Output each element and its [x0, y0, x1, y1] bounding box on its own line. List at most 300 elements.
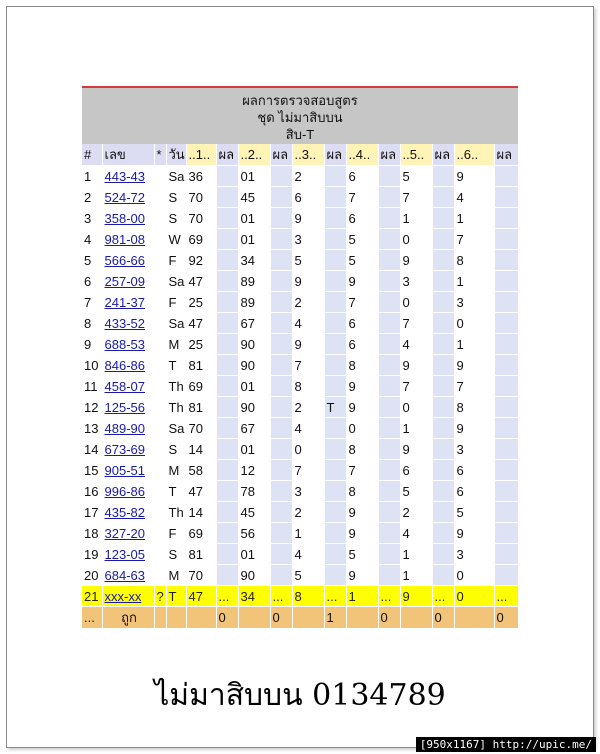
result-cell: [324, 439, 346, 460]
result-cell: [494, 460, 518, 481]
result-cell: [324, 502, 346, 523]
result-cell: [494, 271, 518, 292]
day-cell: W: [166, 229, 186, 250]
value-cell: 47: [186, 481, 216, 502]
table-row: [82, 565, 518, 586]
number-link[interactable]: 996-86: [104, 483, 145, 499]
day-cell: Sa: [166, 166, 186, 187]
number-link[interactable]: 443-43: [104, 168, 145, 184]
star-cell: [154, 544, 166, 565]
value-cell: 1: [400, 208, 432, 229]
number-link[interactable]: 566-66: [104, 252, 145, 268]
number-link[interactable]: 241-37: [104, 294, 145, 310]
result-cell: [432, 271, 454, 292]
result-cell: [216, 313, 238, 334]
value-cell: 3: [400, 271, 432, 292]
value-cell: 7: [346, 187, 378, 208]
value-cell: [346, 607, 378, 629]
value-cell: 1: [454, 334, 494, 355]
number-cell: [102, 439, 154, 460]
value-cell: 69: [186, 523, 216, 544]
value-cell: 47: [186, 313, 216, 334]
value-cell: 92: [186, 250, 216, 271]
number-link[interactable]: 125-56: [104, 399, 145, 415]
number-link[interactable]: 358-00: [104, 210, 145, 226]
value-cell: 45: [238, 187, 270, 208]
star-cell: [154, 271, 166, 292]
result-cell: [378, 376, 400, 397]
title-line-1: ผลการตรวจสอบสูตร: [242, 93, 358, 108]
result-cell: [432, 208, 454, 229]
value-cell: 4: [400, 523, 432, 544]
result-cell: [324, 565, 346, 586]
result-cell: [378, 271, 400, 292]
star-cell: [154, 208, 166, 229]
result-cell: [432, 481, 454, 502]
row-number: 20: [82, 565, 102, 586]
day-cell: Sa: [166, 313, 186, 334]
result-cell: [494, 376, 518, 397]
row-number: 11: [82, 376, 102, 397]
day-cell: Sa: [166, 271, 186, 292]
value-cell: 5: [292, 565, 324, 586]
value-cell: 9: [292, 334, 324, 355]
result-cell: ...: [494, 586, 518, 607]
results-table: [82, 144, 519, 629]
number-link[interactable]: 981-08: [104, 231, 145, 247]
number-cell: [102, 565, 154, 586]
table-row: [82, 334, 518, 355]
result-cell: [378, 502, 400, 523]
value-cell: 7: [346, 292, 378, 313]
number-link[interactable]: 435-82: [104, 504, 145, 520]
star-cell: [154, 418, 166, 439]
value-cell: 89: [238, 271, 270, 292]
table-row: [82, 271, 518, 292]
number-link[interactable]: 257-09: [104, 273, 145, 289]
value-cell: 8: [292, 586, 324, 607]
number-link[interactable]: 489-90: [104, 420, 145, 436]
row-number: 8: [82, 313, 102, 334]
result-cell: [216, 355, 238, 376]
row-number: 21: [82, 586, 102, 607]
value-cell: [238, 607, 270, 629]
result-cell: [216, 481, 238, 502]
value-cell: 01: [238, 439, 270, 460]
day-cell: S: [166, 187, 186, 208]
value-cell: 0: [454, 313, 494, 334]
day-cell: [166, 607, 186, 629]
value-cell: 9: [400, 586, 432, 607]
value-cell: 1: [346, 586, 378, 607]
header-cell: *: [154, 144, 166, 166]
row-number: 13: [82, 418, 102, 439]
result-cell: 0: [432, 607, 454, 629]
value-cell: 14: [186, 439, 216, 460]
row-number: 3: [82, 208, 102, 229]
number-cell: [102, 523, 154, 544]
result-cell: [216, 229, 238, 250]
row-number: 2: [82, 187, 102, 208]
result-cell: [216, 544, 238, 565]
value-cell: 45: [238, 502, 270, 523]
result-cell: [324, 481, 346, 502]
header-cell: เลข: [102, 144, 154, 166]
result-cell: [378, 544, 400, 565]
result-cell: [494, 187, 518, 208]
value-cell: 2: [400, 502, 432, 523]
day-cell: Th: [166, 397, 186, 418]
star-cell: [154, 187, 166, 208]
star-cell: [154, 229, 166, 250]
number-cell: [102, 250, 154, 271]
value-cell: 4: [400, 334, 432, 355]
row-number: 17: [82, 502, 102, 523]
result-cell: [324, 313, 346, 334]
result-cell: [324, 250, 346, 271]
number-link[interactable]: 433-52: [104, 315, 145, 331]
value-cell: 67: [238, 418, 270, 439]
row-number: 15: [82, 460, 102, 481]
row-number: 18: [82, 523, 102, 544]
result-cell: [216, 565, 238, 586]
table-row: [82, 418, 518, 439]
result-cell: [494, 355, 518, 376]
value-cell: 34: [238, 250, 270, 271]
result-cell: [270, 502, 292, 523]
result-cell: [324, 355, 346, 376]
result-cell: [216, 334, 238, 355]
value-cell: 1: [454, 271, 494, 292]
result-cell: [432, 544, 454, 565]
header-cell: ..5..: [400, 144, 432, 166]
result-cell: [324, 418, 346, 439]
result-cell: ...: [270, 586, 292, 607]
row-number: 16: [82, 481, 102, 502]
number-link[interactable]: 458-07: [104, 378, 145, 394]
value-cell: 9: [454, 166, 494, 187]
number-link[interactable]: 688-53: [104, 336, 145, 352]
value-cell: 90: [238, 397, 270, 418]
value-cell: 25: [186, 292, 216, 313]
value-cell: [454, 607, 494, 629]
star-cell: [154, 481, 166, 502]
value-cell: 9: [346, 502, 378, 523]
star-cell: [154, 439, 166, 460]
result-cell: [270, 334, 292, 355]
result-cell: [270, 271, 292, 292]
star-cell: [154, 313, 166, 334]
result-cell: 0: [494, 607, 518, 629]
value-cell: 90: [238, 334, 270, 355]
value-cell: 7: [454, 229, 494, 250]
value-cell: 2: [292, 166, 324, 187]
number-cell: [102, 271, 154, 292]
header-row: [82, 144, 518, 166]
day-cell: T: [166, 355, 186, 376]
value-cell: 8: [454, 397, 494, 418]
result-cell: [378, 250, 400, 271]
result-cell: [216, 166, 238, 187]
result-cell: [270, 481, 292, 502]
result-cell: 1: [324, 607, 346, 629]
result-cell: [378, 166, 400, 187]
result-cell: [324, 208, 346, 229]
result-cell: [378, 565, 400, 586]
row-number: ...: [82, 607, 102, 629]
result-cell: 0: [216, 607, 238, 629]
result-cell: [216, 250, 238, 271]
row-number: 19: [82, 544, 102, 565]
result-cell: [270, 523, 292, 544]
result-cell: [270, 376, 292, 397]
value-cell: 9: [346, 397, 378, 418]
result-cell: [378, 229, 400, 250]
result-cell: [432, 502, 454, 523]
result-cell: 0: [270, 607, 292, 629]
header-cell: ..3..: [292, 144, 324, 166]
number-cell: [102, 460, 154, 481]
result-cell: [216, 271, 238, 292]
value-cell: 5: [400, 166, 432, 187]
header-cell: วัน: [166, 144, 186, 166]
star-cell: [154, 397, 166, 418]
star-cell: ?: [154, 586, 166, 607]
header-cell: ผล: [432, 144, 454, 166]
result-cell: [432, 418, 454, 439]
value-cell: 9: [400, 355, 432, 376]
value-cell: 36: [186, 166, 216, 187]
value-cell: 58: [186, 460, 216, 481]
result-cell: [432, 397, 454, 418]
value-cell: 0: [454, 565, 494, 586]
result-cell: [432, 292, 454, 313]
table-row: [82, 397, 518, 418]
value-cell: 6: [454, 481, 494, 502]
value-cell: 6: [346, 334, 378, 355]
result-cell: [378, 334, 400, 355]
value-cell: 81: [186, 397, 216, 418]
value-cell: 8: [346, 439, 378, 460]
value-cell: 3: [454, 439, 494, 460]
value-cell: 7: [292, 355, 324, 376]
table-row: [82, 292, 518, 313]
number-link[interactable]: 524-72: [104, 189, 145, 205]
value-cell: 3: [454, 292, 494, 313]
result-cell: [216, 460, 238, 481]
result-cell: [432, 313, 454, 334]
result-cell: [216, 418, 238, 439]
result-cell: [216, 208, 238, 229]
value-cell: 2: [292, 397, 324, 418]
number-link[interactable]: 123-05: [104, 546, 145, 562]
value-cell: 0: [292, 439, 324, 460]
result-cell: [378, 187, 400, 208]
result-cell: [432, 166, 454, 187]
number-cell: [102, 292, 154, 313]
day-cell: S: [166, 208, 186, 229]
result-cell: [270, 292, 292, 313]
table-row: [82, 544, 518, 565]
result-cell: [432, 229, 454, 250]
number-link[interactable]: 673-69: [104, 441, 145, 457]
value-cell: 4: [292, 313, 324, 334]
number-cell: [102, 586, 154, 607]
value-cell: 89: [238, 292, 270, 313]
value-cell: 9: [346, 523, 378, 544]
header-cell: ผล: [270, 144, 292, 166]
number-cell: [102, 502, 154, 523]
result-cell: [378, 292, 400, 313]
result-cell: ...: [432, 586, 454, 607]
value-cell: 56: [238, 523, 270, 544]
row-number: 7: [82, 292, 102, 313]
result-cell: [216, 187, 238, 208]
value-cell: 34: [238, 586, 270, 607]
number-cell: [102, 544, 154, 565]
star-cell: [154, 166, 166, 187]
value-cell: 1: [454, 208, 494, 229]
result-cell: T: [324, 397, 346, 418]
table-row: [82, 250, 518, 271]
value-cell: 0: [400, 397, 432, 418]
number-link[interactable]: 905-51: [104, 462, 145, 478]
result-cell: [432, 523, 454, 544]
title-line-3: สิบ-T: [285, 127, 315, 142]
value-cell: 01: [238, 166, 270, 187]
result-cell: [216, 397, 238, 418]
value-cell: [292, 607, 324, 629]
value-cell: 81: [186, 544, 216, 565]
result-cell: [432, 439, 454, 460]
value-cell: 01: [238, 544, 270, 565]
table-row: [82, 607, 518, 629]
value-cell: 2: [292, 292, 324, 313]
result-cell: [494, 250, 518, 271]
number-link[interactable]: 684-63: [104, 567, 145, 583]
value-cell: 9: [346, 271, 378, 292]
star-cell: [154, 565, 166, 586]
star-cell: [154, 292, 166, 313]
number-link[interactable]: 846-86: [104, 357, 145, 373]
number-cell: [102, 397, 154, 418]
result-cell: [324, 523, 346, 544]
table-row: [82, 229, 518, 250]
day-cell: F: [166, 250, 186, 271]
day-cell: M: [166, 460, 186, 481]
number-link[interactable]: 327-20: [104, 525, 145, 541]
result-cell: [378, 313, 400, 334]
title-box: [82, 86, 518, 144]
result-cell: [324, 544, 346, 565]
result-cell: [324, 229, 346, 250]
number-cell: [102, 208, 154, 229]
result-cell: [432, 187, 454, 208]
result-cell: [270, 166, 292, 187]
result-cell: [270, 208, 292, 229]
value-cell: 01: [238, 376, 270, 397]
value-cell: 9: [454, 355, 494, 376]
result-cell: [494, 334, 518, 355]
result-cell: [216, 292, 238, 313]
result-cell: [494, 523, 518, 544]
value-cell: 1: [292, 523, 324, 544]
value-cell: 5: [400, 481, 432, 502]
value-cell: 9: [400, 250, 432, 271]
result-cell: [378, 439, 400, 460]
value-cell: 01: [238, 208, 270, 229]
value-cell: 4: [292, 418, 324, 439]
value-cell: 0: [454, 586, 494, 607]
value-cell: 9: [400, 439, 432, 460]
result-cell: [432, 376, 454, 397]
number-link[interactable]: xxx-xx: [104, 588, 142, 604]
day-cell: M: [166, 565, 186, 586]
result-cell: [378, 460, 400, 481]
value-cell: 5: [346, 250, 378, 271]
result-cell: [378, 523, 400, 544]
result-cell: [432, 334, 454, 355]
result-cell: [270, 313, 292, 334]
row-number: 10: [82, 355, 102, 376]
value-cell: 6: [454, 460, 494, 481]
value-cell: 5: [346, 229, 378, 250]
value-cell: 12: [238, 460, 270, 481]
result-cell: [494, 418, 518, 439]
value-cell: 6: [346, 208, 378, 229]
result-cell: [494, 166, 518, 187]
result-cell: ...: [216, 586, 238, 607]
day-cell: F: [166, 292, 186, 313]
star-cell: [154, 502, 166, 523]
value-cell: 14: [186, 502, 216, 523]
day-cell: T: [166, 586, 186, 607]
day-cell: Sa: [166, 418, 186, 439]
result-cell: [378, 355, 400, 376]
result-cell: [494, 229, 518, 250]
result-cell: [270, 250, 292, 271]
value-cell: 7: [400, 187, 432, 208]
value-cell: 9: [454, 418, 494, 439]
result-cell: [270, 544, 292, 565]
header-cell: ..6..: [454, 144, 494, 166]
result-cell: [270, 439, 292, 460]
day-cell: S: [166, 544, 186, 565]
result-cell: [270, 460, 292, 481]
value-cell: 1: [400, 544, 432, 565]
table-body: [82, 166, 518, 629]
result-cell: [432, 460, 454, 481]
result-cell: [324, 166, 346, 187]
value-cell: 3: [292, 481, 324, 502]
value-cell: 7: [400, 313, 432, 334]
star-cell: [154, 355, 166, 376]
result-cell: [270, 187, 292, 208]
value-cell: 7: [292, 460, 324, 481]
table-row: [82, 523, 518, 544]
result-cell: [270, 355, 292, 376]
number-cell: [102, 313, 154, 334]
number-cell: [102, 166, 154, 187]
value-cell: 5: [292, 250, 324, 271]
value-cell: 8: [346, 355, 378, 376]
result-sheet: [82, 86, 518, 629]
watermark: [950x1167] http://upic.me/: [416, 737, 596, 752]
result-cell: [432, 250, 454, 271]
value-cell: 90: [238, 355, 270, 376]
number-cell: [102, 187, 154, 208]
star-cell: [154, 460, 166, 481]
